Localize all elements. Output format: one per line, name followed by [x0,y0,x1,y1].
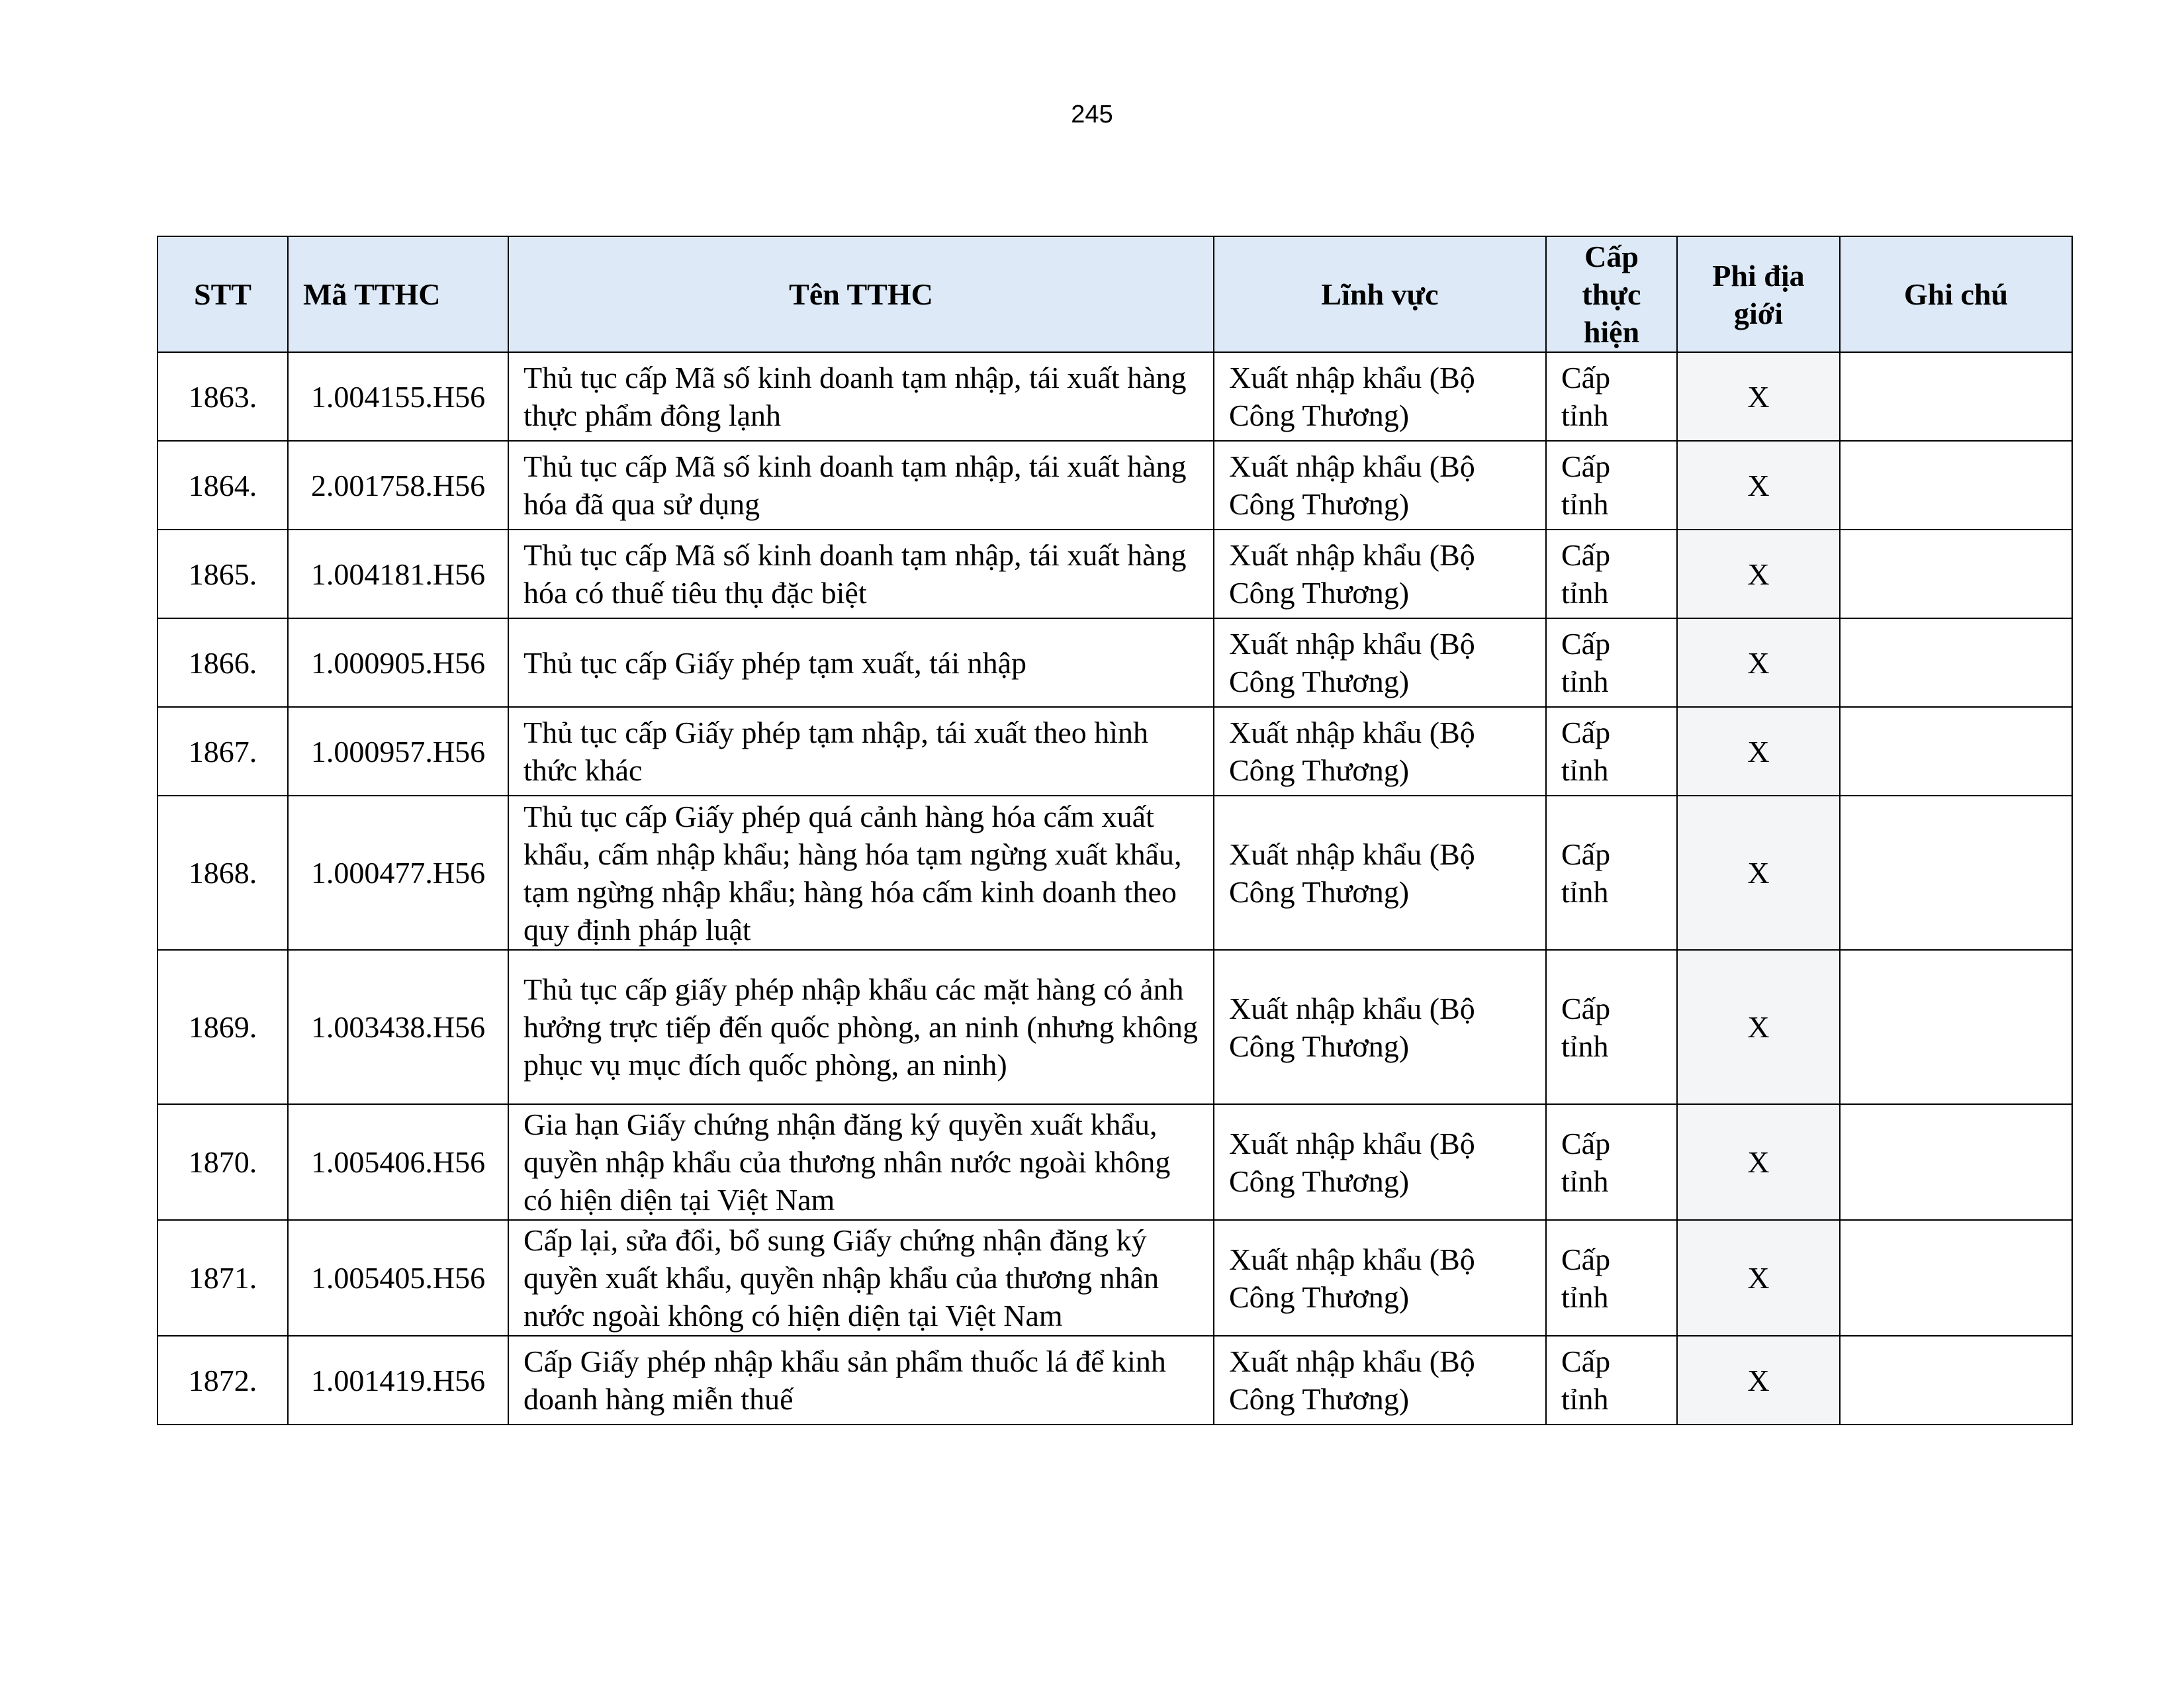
cap-thuc-hien-cell: Cấp tỉnh [1546,618,1677,707]
ten-tthc-cell: Gia hạn Giấy chứng nhận đăng ký quyền xuất khẩu, quyền nhập khẩu của thương nhân nước ngoài không có hiện diện tại Việt Nam [508,1104,1214,1220]
header-ma-tthc: Mã TTHC [288,236,508,352]
stt-cell: 1863. [158,352,288,441]
stt-cell: 1866. [158,618,288,707]
cap-thuc-hien-cell: Cấp tỉnh [1546,950,1677,1104]
ten-tthc-cell: Cấp Giấy phép nhập khẩu sản phẩm thuốc lá để kinh doanh hàng miễn thuế [508,1336,1214,1425]
table-row [158,352,2072,441]
linh-vuc-cell: Xuất nhập khẩu (Bộ Công Thương) [1214,352,1546,441]
ten-tthc-cell: Thủ tục cấp Giấy phép tạm nhập, tái xuất theo hình thức khác [508,707,1214,796]
ma-tthc-cell: 1.000477.H56 [288,796,508,950]
table-row [158,796,2072,950]
stt-cell: 1872. [158,1336,288,1425]
table-row [158,1220,2072,1336]
table-row [158,441,2072,530]
ma-tthc-cell: 1.004155.H56 [288,352,508,441]
table-body [158,352,2072,1425]
ghi-chu-cell [1840,530,2072,618]
table-row [158,950,2072,1104]
ten-tthc-cell: Cấp lại, sửa đổi, bổ sung Giấy chứng nhận đăng ký quyền xuất khẩu, quyền nhập khẩu của thương nhân nước ngoài không có hiện diện tại Việt Nam [508,1220,1214,1336]
stt-cell: 1871. [158,1220,288,1336]
ma-tthc-cell: 1.004181.H56 [288,530,508,618]
ten-tthc-cell: Thủ tục cấp Mã số kinh doanh tạm nhập, tái xuất hàng hóa có thuế tiêu thụ đặc biệt [508,530,1214,618]
cap-thuc-hien-cell: Cấp tỉnh [1546,1336,1677,1425]
ghi-chu-cell [1840,707,2072,796]
linh-vuc-cell: Xuất nhập khẩu (Bộ Công Thương) [1214,441,1546,530]
ghi-chu-cell [1840,441,2072,530]
ghi-chu-cell [1840,796,2072,950]
cap-thuc-hien-cell: Cấp tỉnh [1546,1220,1677,1336]
phi-dia-gioi-cell: X [1677,530,1840,618]
header-phi-dia-gioi: Phi địa giới [1677,236,1840,352]
cap-thuc-hien-cell: Cấp tỉnh [1546,1104,1677,1220]
stt-cell: 1870. [158,1104,288,1220]
table-header [158,236,2072,352]
phi-dia-gioi-cell: X [1677,1104,1840,1220]
table-row [158,1104,2072,1220]
stt-cell: 1864. [158,441,288,530]
ghi-chu-cell [1840,352,2072,441]
ghi-chu-cell [1840,950,2072,1104]
ma-tthc-cell: 1.005406.H56 [288,1104,508,1220]
phi-dia-gioi-cell: X [1677,950,1840,1104]
phi-dia-gioi-cell: X [1677,707,1840,796]
stt-cell: 1868. [158,796,288,950]
table-row [158,530,2072,618]
ma-tthc-cell: 1.000905.H56 [288,618,508,707]
header-cap-thuc-hien: Cấp thực hiện [1546,236,1677,352]
cap-thuc-hien-cell: Cấp tỉnh [1546,796,1677,950]
linh-vuc-cell: Xuất nhập khẩu (Bộ Công Thương) [1214,1336,1546,1425]
phi-dia-gioi-cell: X [1677,352,1840,441]
phi-dia-gioi-cell: X [1677,1336,1840,1425]
ten-tthc-cell: Thủ tục cấp giấy phép nhập khẩu các mặt hàng có ảnh hưởng trực tiếp đến quốc phòng, an ninh (nhưng không phục vụ mục đích quốc phòng, an ninh) [508,950,1214,1104]
ma-tthc-cell: 2.001758.H56 [288,441,508,530]
ma-tthc-cell: 1.003438.H56 [288,950,508,1104]
stt-cell: 1869. [158,950,288,1104]
cap-thuc-hien-cell: Cấp tỉnh [1546,441,1677,530]
phi-dia-gioi-cell: X [1677,441,1840,530]
page-number: 245 [1071,101,1113,128]
ghi-chu-cell [1840,1104,2072,1220]
cap-thuc-hien-cell: Cấp tỉnh [1546,352,1677,441]
stt-cell: 1867. [158,707,288,796]
linh-vuc-cell: Xuất nhập khẩu (Bộ Công Thương) [1214,707,1546,796]
ten-tthc-cell: Thủ tục cấp Giấy phép tạm xuất, tái nhập [508,618,1214,707]
header-linh-vuc: Lĩnh vực [1214,236,1546,352]
stt-cell: 1865. [158,530,288,618]
ten-tthc-cell: Thủ tục cấp Mã số kinh doanh tạm nhập, tái xuất hàng hóa đã qua sử dụng [508,441,1214,530]
ghi-chu-cell [1840,1336,2072,1425]
phi-dia-gioi-cell: X [1677,1220,1840,1336]
ma-tthc-cell: 1.005405.H56 [288,1220,508,1336]
ten-tthc-cell: Thủ tục cấp Giấy phép quá cảnh hàng hóa cấm xuất khẩu, cấm nhập khẩu; hàng hóa tạm ngừng xuất khẩu, tạm ngừng nhập khẩu; hàng hóa cấm kinh doanh theo quy định pháp luật [508,796,1214,950]
cap-thuc-hien-cell: Cấp tỉnh [1546,707,1677,796]
ghi-chu-cell [1840,618,2072,707]
ghi-chu-cell [1840,1220,2072,1336]
header-ten-tthc: Tên TTHC [508,236,1214,352]
phi-dia-gioi-cell: X [1677,796,1840,950]
ma-tthc-cell: 1.001419.H56 [288,1336,508,1425]
linh-vuc-cell: Xuất nhập khẩu (Bộ Công Thương) [1214,1220,1546,1336]
ten-tthc-cell: Thủ tục cấp Mã số kinh doanh tạm nhập, tái xuất hàng thực phẩm đông lạnh [508,352,1214,441]
phi-dia-gioi-cell: X [1677,618,1840,707]
table-row [158,618,2072,707]
cap-thuc-hien-cell: Cấp tỉnh [1546,530,1677,618]
ma-tthc-cell: 1.000957.H56 [288,707,508,796]
header-stt: STT [158,236,288,352]
table-row [158,707,2072,796]
linh-vuc-cell: Xuất nhập khẩu (Bộ Công Thương) [1214,950,1546,1104]
table-row [158,1336,2072,1425]
linh-vuc-cell: Xuất nhập khẩu (Bộ Công Thương) [1214,618,1546,707]
linh-vuc-cell: Xuất nhập khẩu (Bộ Công Thương) [1214,1104,1546,1220]
linh-vuc-cell: Xuất nhập khẩu (Bộ Công Thương) [1214,530,1546,618]
linh-vuc-cell: Xuất nhập khẩu (Bộ Công Thương) [1214,796,1546,950]
header-ghi-chu: Ghi chú [1840,236,2072,352]
procedures-table [157,236,2073,1425]
